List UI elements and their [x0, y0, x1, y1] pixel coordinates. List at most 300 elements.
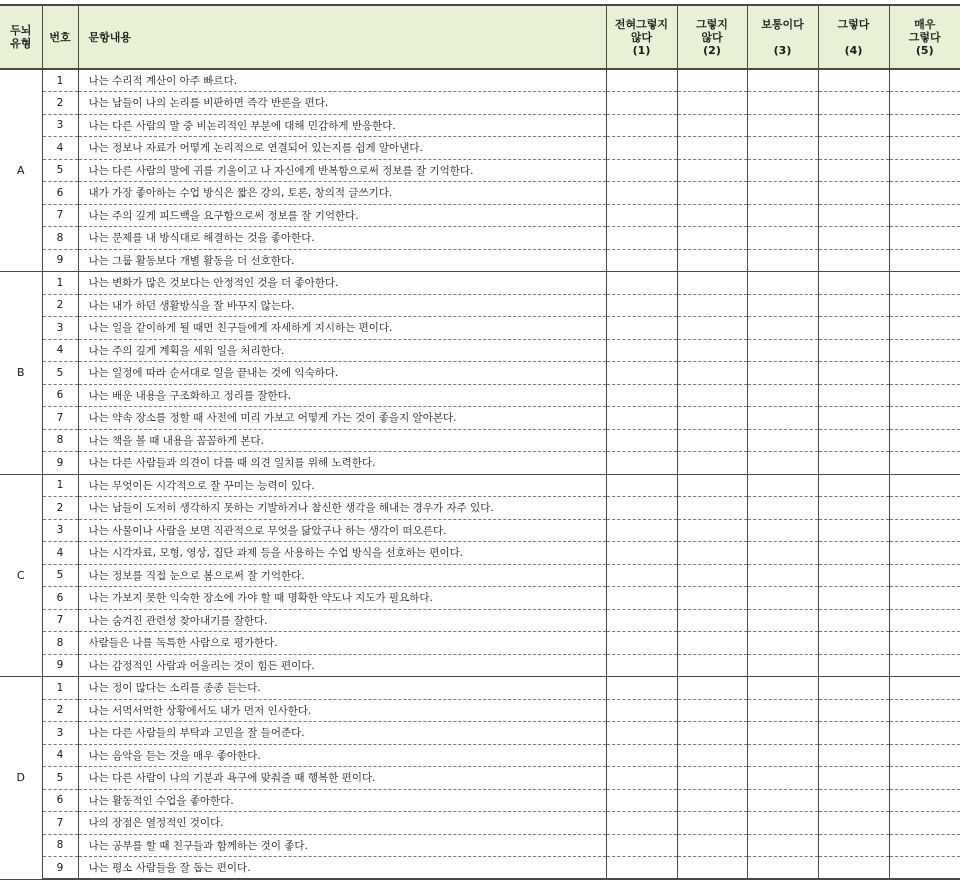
- response-cell-4[interactable]: [818, 519, 889, 542]
- response-cell-2[interactable]: [677, 227, 747, 250]
- response-cell-5[interactable]: [889, 452, 960, 475]
- response-cell-5[interactable]: [889, 744, 960, 767]
- item-text: 나는 주의 깊게 계획을 세워 일을 처리한다.: [88, 344, 285, 357]
- response-cell-1[interactable]: [606, 497, 677, 520]
- response-cell-2[interactable]: [677, 699, 747, 722]
- response-cell-3[interactable]: [747, 407, 818, 430]
- item-number-cell: [42, 699, 78, 722]
- response-cell-5[interactable]: [889, 699, 960, 722]
- response-cell-3[interactable]: [747, 542, 818, 565]
- response-cell-1[interactable]: [606, 677, 677, 700]
- item-number: 9: [56, 456, 64, 469]
- response-cell-1[interactable]: [606, 722, 677, 745]
- response-cell-3[interactable]: [747, 789, 818, 812]
- item-text: 나는 가보지 못한 익숙한 장소에 가야 할 때 명확한 약도나 지도가 필요하다.: [88, 592, 433, 605]
- header-option-3: [747, 5, 818, 69]
- table-row: [0, 317, 960, 340]
- response-cell-4[interactable]: [818, 677, 889, 700]
- item-content-cell: [78, 114, 606, 137]
- response-cell-3[interactable]: [747, 317, 818, 340]
- response-cell-3[interactable]: [747, 227, 818, 250]
- item-number: 9: [56, 254, 64, 267]
- item-content-cell: [78, 407, 606, 430]
- response-cell-4[interactable]: [818, 182, 889, 205]
- response-cell-3[interactable]: [747, 722, 818, 745]
- response-cell-4[interactable]: [818, 744, 889, 767]
- response-cell-2[interactable]: [677, 114, 747, 137]
- item-number-cell: [42, 654, 78, 677]
- response-cell-4[interactable]: [818, 272, 889, 295]
- response-cell-2[interactable]: [677, 722, 747, 745]
- response-cell-4[interactable]: [818, 384, 889, 407]
- item-text: 나는 책을 볼 때 내용을 꼼꼼하게 본다.: [88, 434, 265, 447]
- response-cell-3[interactable]: [747, 677, 818, 700]
- item-content-cell: [78, 587, 606, 610]
- item-number-cell: [42, 744, 78, 767]
- table-row: [0, 182, 960, 205]
- response-cell-1[interactable]: [606, 272, 677, 295]
- item-number-cell: [42, 452, 78, 475]
- response-cell-4[interactable]: [818, 857, 889, 880]
- response-cell-5[interactable]: [889, 294, 960, 317]
- response-cell-3[interactable]: [747, 92, 818, 115]
- response-cell-2[interactable]: [677, 632, 747, 655]
- item-text: 나는 감정적인 사람과 어울리는 것이 힘든 편이다.: [88, 659, 315, 672]
- response-cell-3[interactable]: [747, 654, 818, 677]
- response-cell-3[interactable]: [747, 429, 818, 452]
- response-cell-4[interactable]: [818, 137, 889, 160]
- table-row: [0, 249, 960, 272]
- response-cell-1[interactable]: [606, 159, 677, 182]
- item-content-cell: [78, 519, 606, 542]
- item-text: 나는 다른 사람의 말 중 비논리적인 부분에 대해 민감하게 반응한다.: [88, 119, 396, 132]
- item-content-cell: [78, 362, 606, 385]
- item-number: 2: [56, 704, 64, 717]
- response-cell-3[interactable]: [747, 497, 818, 520]
- response-cell-3[interactable]: [747, 249, 818, 272]
- response-cell-1[interactable]: [606, 429, 677, 452]
- response-cell-5[interactable]: [889, 834, 960, 857]
- response-cell-2[interactable]: [677, 272, 747, 295]
- response-cell-3[interactable]: [747, 114, 818, 137]
- item-number: 2: [56, 299, 64, 312]
- response-cell-5[interactable]: [889, 857, 960, 880]
- response-cell-2[interactable]: [677, 249, 747, 272]
- table-row: [0, 429, 960, 452]
- item-content-cell: [78, 249, 606, 272]
- response-cell-4[interactable]: [818, 812, 889, 835]
- response-cell-3[interactable]: [747, 812, 818, 835]
- item-content-cell: [78, 294, 606, 317]
- response-cell-1[interactable]: [606, 362, 677, 385]
- item-number: 6: [56, 794, 64, 807]
- response-cell-5[interactable]: [889, 92, 960, 115]
- response-cell-4[interactable]: [818, 429, 889, 452]
- response-cell-3[interactable]: [747, 587, 818, 610]
- item-number-cell: [42, 812, 78, 835]
- header-option-label: 그렇다 (4): [837, 17, 870, 57]
- response-cell-1[interactable]: [606, 812, 677, 835]
- response-cell-2[interactable]: [677, 182, 747, 205]
- response-cell-5[interactable]: [889, 137, 960, 160]
- item-number: 2: [56, 501, 64, 514]
- item-content-cell: [78, 564, 606, 587]
- item-text: 나는 공부를 할 때 친구들과 함께하는 것이 좋다.: [88, 839, 308, 852]
- response-cell-1[interactable]: [606, 609, 677, 632]
- item-text: 나는 남들이 도저히 생각하지 못하는 기발하거나 참신한 생각을 해내는 경우가 자주 있다.: [88, 502, 494, 515]
- item-content-cell: [78, 317, 606, 340]
- response-cell-2[interactable]: [677, 677, 747, 700]
- response-cell-1[interactable]: [606, 92, 677, 115]
- response-cell-5[interactable]: [889, 249, 960, 272]
- response-cell-5[interactable]: [889, 812, 960, 835]
- response-cell-2[interactable]: [677, 92, 747, 115]
- item-number-cell: [42, 767, 78, 790]
- response-cell-2[interactable]: [677, 564, 747, 587]
- response-cell-3[interactable]: [747, 632, 818, 655]
- item-text: 나는 정보나 자료가 어떻게 논리적으로 연결되어 있는지를 쉽게 알아낸다.: [88, 142, 423, 155]
- response-cell-4[interactable]: [818, 654, 889, 677]
- response-cell-1[interactable]: [606, 204, 677, 227]
- response-cell-1[interactable]: [606, 767, 677, 790]
- response-cell-4[interactable]: [818, 204, 889, 227]
- item-text: 나는 수리적 계산이 아주 빠르다.: [88, 75, 238, 87]
- response-cell-2[interactable]: [677, 587, 747, 610]
- response-cell-5[interactable]: [889, 767, 960, 790]
- response-cell-3[interactable]: [747, 384, 818, 407]
- item-number-cell: [42, 857, 78, 880]
- item-content-cell: [78, 722, 606, 745]
- table-row: [0, 204, 960, 227]
- response-cell-4[interactable]: [818, 339, 889, 362]
- table-row: [0, 272, 960, 295]
- item-text: 나는 주의 깊게 피드백을 요구함으로써 정보를 잘 기억한다.: [88, 209, 359, 222]
- table-row: [0, 384, 960, 407]
- response-cell-1[interactable]: [606, 699, 677, 722]
- item-number-cell: [42, 407, 78, 430]
- item-number-cell: [42, 114, 78, 137]
- response-cell-1[interactable]: [606, 857, 677, 880]
- response-cell-2[interactable]: [677, 497, 747, 520]
- response-cell-1[interactable]: [606, 564, 677, 587]
- response-cell-3[interactable]: [747, 857, 818, 880]
- response-cell-1[interactable]: [606, 294, 677, 317]
- response-cell-1[interactable]: [606, 182, 677, 205]
- response-cell-3[interactable]: [747, 137, 818, 160]
- response-cell-5[interactable]: [889, 609, 960, 632]
- response-cell-4[interactable]: [818, 452, 889, 475]
- response-cell-5[interactable]: [889, 587, 960, 610]
- item-number: 2: [56, 96, 64, 109]
- response-cell-4[interactable]: [818, 632, 889, 655]
- response-cell-1[interactable]: [606, 69, 677, 92]
- item-content-cell: [78, 159, 606, 182]
- item-number-cell: [42, 272, 78, 295]
- response-cell-4[interactable]: [818, 69, 889, 92]
- response-cell-5[interactable]: [889, 474, 960, 497]
- response-cell-4[interactable]: [818, 542, 889, 565]
- response-cell-4[interactable]: [818, 159, 889, 182]
- response-cell-4[interactable]: [818, 474, 889, 497]
- item-content-cell: [78, 654, 606, 677]
- response-cell-4[interactable]: [818, 114, 889, 137]
- response-cell-5[interactable]: [889, 497, 960, 520]
- item-number: 6: [56, 389, 64, 402]
- response-cell-2[interactable]: [677, 857, 747, 880]
- response-cell-1[interactable]: [606, 789, 677, 812]
- item-number-cell: [42, 474, 78, 497]
- response-cell-2[interactable]: [677, 69, 747, 92]
- response-cell-4[interactable]: [818, 227, 889, 250]
- response-cell-3[interactable]: [747, 609, 818, 632]
- response-cell-5[interactable]: [889, 362, 960, 385]
- response-cell-3[interactable]: [747, 474, 818, 497]
- response-cell-5[interactable]: [889, 722, 960, 745]
- item-number-cell: [42, 159, 78, 182]
- item-text: 나는 문제를 내 방식대로 해결하는 것을 좋아한다.: [88, 232, 315, 245]
- response-cell-1[interactable]: [606, 339, 677, 362]
- response-cell-5[interactable]: [889, 272, 960, 295]
- table-row: [0, 519, 960, 542]
- response-cell-1[interactable]: [606, 632, 677, 655]
- response-cell-3[interactable]: [747, 204, 818, 227]
- response-cell-1[interactable]: [606, 384, 677, 407]
- item-number-cell: [42, 182, 78, 205]
- table-row: [0, 857, 960, 880]
- response-cell-1[interactable]: [606, 834, 677, 857]
- response-cell-3[interactable]: [747, 294, 818, 317]
- item-number-cell: [42, 69, 78, 92]
- response-cell-5[interactable]: [889, 114, 960, 137]
- response-cell-4[interactable]: [818, 699, 889, 722]
- item-number: 5: [56, 771, 64, 784]
- response-cell-5[interactable]: [889, 564, 960, 587]
- header-option-label: 매우 그렇다 (5): [908, 17, 941, 57]
- response-cell-5[interactable]: [889, 632, 960, 655]
- response-cell-1[interactable]: [606, 519, 677, 542]
- response-cell-2[interactable]: [677, 834, 747, 857]
- table-row: [0, 294, 960, 317]
- response-cell-1[interactable]: [606, 114, 677, 137]
- item-number-cell: [42, 362, 78, 385]
- response-cell-5[interactable]: [889, 519, 960, 542]
- response-cell-1[interactable]: [606, 407, 677, 430]
- item-text: 사람들은 나를 독특한 사람으로 평가한다.: [88, 637, 278, 650]
- table-row: [0, 474, 960, 497]
- response-cell-1[interactable]: [606, 227, 677, 250]
- brain-type-label: D: [16, 771, 25, 785]
- response-cell-5[interactable]: [889, 429, 960, 452]
- item-number-cell: [42, 542, 78, 565]
- table-row: [0, 497, 960, 520]
- item-number: 4: [56, 546, 64, 559]
- response-cell-1[interactable]: [606, 249, 677, 272]
- header-number: [42, 5, 78, 69]
- item-number: 9: [56, 659, 64, 672]
- response-cell-5[interactable]: [889, 204, 960, 227]
- response-cell-2[interactable]: [677, 519, 747, 542]
- response-cell-5[interactable]: [889, 227, 960, 250]
- response-cell-3[interactable]: [747, 519, 818, 542]
- response-cell-5[interactable]: [889, 654, 960, 677]
- item-number-cell: [42, 227, 78, 250]
- response-cell-5[interactable]: [889, 182, 960, 205]
- response-cell-5[interactable]: [889, 69, 960, 92]
- item-text: 나의 장점은 열정적인 것이다.: [88, 817, 224, 830]
- table-row: [0, 789, 960, 812]
- item-number: 3: [56, 321, 64, 334]
- item-number-cell: [42, 722, 78, 745]
- item-content-cell: [78, 474, 606, 497]
- response-cell-4[interactable]: [818, 407, 889, 430]
- item-number: 8: [56, 839, 64, 852]
- response-cell-4[interactable]: [818, 834, 889, 857]
- table-row: [0, 69, 960, 92]
- response-cell-4[interactable]: [818, 497, 889, 520]
- table-row: [0, 227, 960, 250]
- item-text: 나는 다른 사람들의 부탁과 고민을 잘 들어준다.: [88, 727, 305, 740]
- item-text: 나는 서먹서먹한 상황에서도 내가 먼저 인사한다.: [88, 704, 312, 717]
- item-number: 1: [56, 276, 64, 289]
- response-cell-1[interactable]: [606, 542, 677, 565]
- item-number-cell: [42, 137, 78, 160]
- response-cell-5[interactable]: [889, 542, 960, 565]
- brain-type-cell: [0, 272, 42, 475]
- item-text: 나는 그룹 활동보다 개별 활동을 더 선호한다.: [88, 254, 295, 267]
- item-text: 나는 변화가 많은 것보다는 안정적인 것을 더 좋아한다.: [88, 277, 339, 290]
- item-number: 8: [56, 636, 64, 649]
- response-cell-2[interactable]: [677, 317, 747, 340]
- table-row: [0, 92, 960, 115]
- item-content-cell: [78, 609, 606, 632]
- response-cell-2[interactable]: [677, 294, 747, 317]
- response-cell-3[interactable]: [747, 362, 818, 385]
- table-row: [0, 767, 960, 790]
- response-cell-2[interactable]: [677, 339, 747, 362]
- response-cell-3[interactable]: [747, 272, 818, 295]
- brain-type-label: B: [16, 366, 25, 380]
- response-cell-5[interactable]: [889, 677, 960, 700]
- item-content-cell: [78, 767, 606, 790]
- response-cell-1[interactable]: [606, 654, 677, 677]
- response-cell-4[interactable]: [818, 92, 889, 115]
- response-cell-4[interactable]: [818, 362, 889, 385]
- response-cell-2[interactable]: [677, 542, 747, 565]
- item-content-cell: [78, 69, 606, 92]
- response-cell-3[interactable]: [747, 182, 818, 205]
- response-cell-5[interactable]: [889, 317, 960, 340]
- response-cell-3[interactable]: [747, 767, 818, 790]
- response-cell-5[interactable]: [889, 384, 960, 407]
- response-cell-4[interactable]: [818, 789, 889, 812]
- item-content-cell: [78, 182, 606, 205]
- table-row: [0, 744, 960, 767]
- item-text: 나는 배운 내용을 구조화하고 정리를 잘한다.: [88, 389, 292, 402]
- response-cell-2[interactable]: [677, 789, 747, 812]
- response-cell-1[interactable]: [606, 474, 677, 497]
- item-number: 7: [56, 816, 64, 829]
- response-cell-2[interactable]: [677, 362, 747, 385]
- response-cell-2[interactable]: [677, 137, 747, 160]
- item-content-cell: [78, 699, 606, 722]
- response-cell-2[interactable]: [677, 159, 747, 182]
- response-cell-3[interactable]: [747, 69, 818, 92]
- item-number: 5: [56, 569, 64, 582]
- header-content: [78, 5, 606, 69]
- response-cell-1[interactable]: [606, 137, 677, 160]
- item-content-cell: [78, 812, 606, 835]
- response-cell-3[interactable]: [747, 159, 818, 182]
- response-cell-4[interactable]: [818, 294, 889, 317]
- table-row: [0, 834, 960, 857]
- response-cell-3[interactable]: [747, 339, 818, 362]
- response-cell-3[interactable]: [747, 699, 818, 722]
- item-text: 나는 내가 하던 생활방식을 잘 바꾸지 않는다.: [88, 299, 295, 312]
- response-cell-5[interactable]: [889, 789, 960, 812]
- response-cell-3[interactable]: [747, 744, 818, 767]
- table-row: [0, 362, 960, 385]
- response-cell-4[interactable]: [818, 564, 889, 587]
- response-cell-1[interactable]: [606, 587, 677, 610]
- response-cell-4[interactable]: [818, 609, 889, 632]
- table-row: [0, 339, 960, 362]
- item-number: 7: [56, 614, 64, 627]
- table-row: [0, 452, 960, 475]
- response-cell-1[interactable]: [606, 744, 677, 767]
- response-cell-2[interactable]: [677, 812, 747, 835]
- item-number: 6: [56, 591, 64, 604]
- response-cell-2[interactable]: [677, 204, 747, 227]
- response-cell-4[interactable]: [818, 317, 889, 340]
- item-number: 6: [56, 186, 64, 199]
- response-cell-2[interactable]: [677, 452, 747, 475]
- item-number: 4: [56, 141, 64, 154]
- response-cell-2[interactable]: [677, 429, 747, 452]
- response-cell-5[interactable]: [889, 407, 960, 430]
- response-cell-2[interactable]: [677, 654, 747, 677]
- header-option-2: [677, 5, 747, 69]
- response-cell-2[interactable]: [677, 384, 747, 407]
- response-cell-4[interactable]: [818, 587, 889, 610]
- response-cell-2[interactable]: [677, 744, 747, 767]
- header-option-1: [606, 5, 677, 69]
- item-content-cell: [78, 272, 606, 295]
- item-text: 나는 다른 사람이 나의 기분과 욕구에 맞춰줄 때 행복한 편이다.: [88, 772, 376, 785]
- response-cell-2[interactable]: [677, 767, 747, 790]
- response-cell-2[interactable]: [677, 407, 747, 430]
- response-cell-4[interactable]: [818, 249, 889, 272]
- response-cell-4[interactable]: [818, 722, 889, 745]
- item-content-cell: [78, 452, 606, 475]
- survey-table: [0, 4, 960, 880]
- response-cell-4[interactable]: [818, 767, 889, 790]
- response-cell-5[interactable]: [889, 159, 960, 182]
- response-cell-3[interactable]: [747, 564, 818, 587]
- table-row: [0, 722, 960, 745]
- table-row: [0, 812, 960, 835]
- response-cell-3[interactable]: [747, 834, 818, 857]
- response-cell-2[interactable]: [677, 609, 747, 632]
- response-cell-3[interactable]: [747, 452, 818, 475]
- survey-body: [0, 69, 960, 879]
- response-cell-2[interactable]: [677, 474, 747, 497]
- item-number-cell: [42, 834, 78, 857]
- item-text: 나는 활동적인 수업을 좋아한다.: [88, 794, 234, 807]
- item-text: 나는 음악을 듣는 것을 매우 좋아한다.: [88, 749, 261, 762]
- response-cell-5[interactable]: [889, 339, 960, 362]
- response-cell-1[interactable]: [606, 452, 677, 475]
- response-cell-1[interactable]: [606, 317, 677, 340]
